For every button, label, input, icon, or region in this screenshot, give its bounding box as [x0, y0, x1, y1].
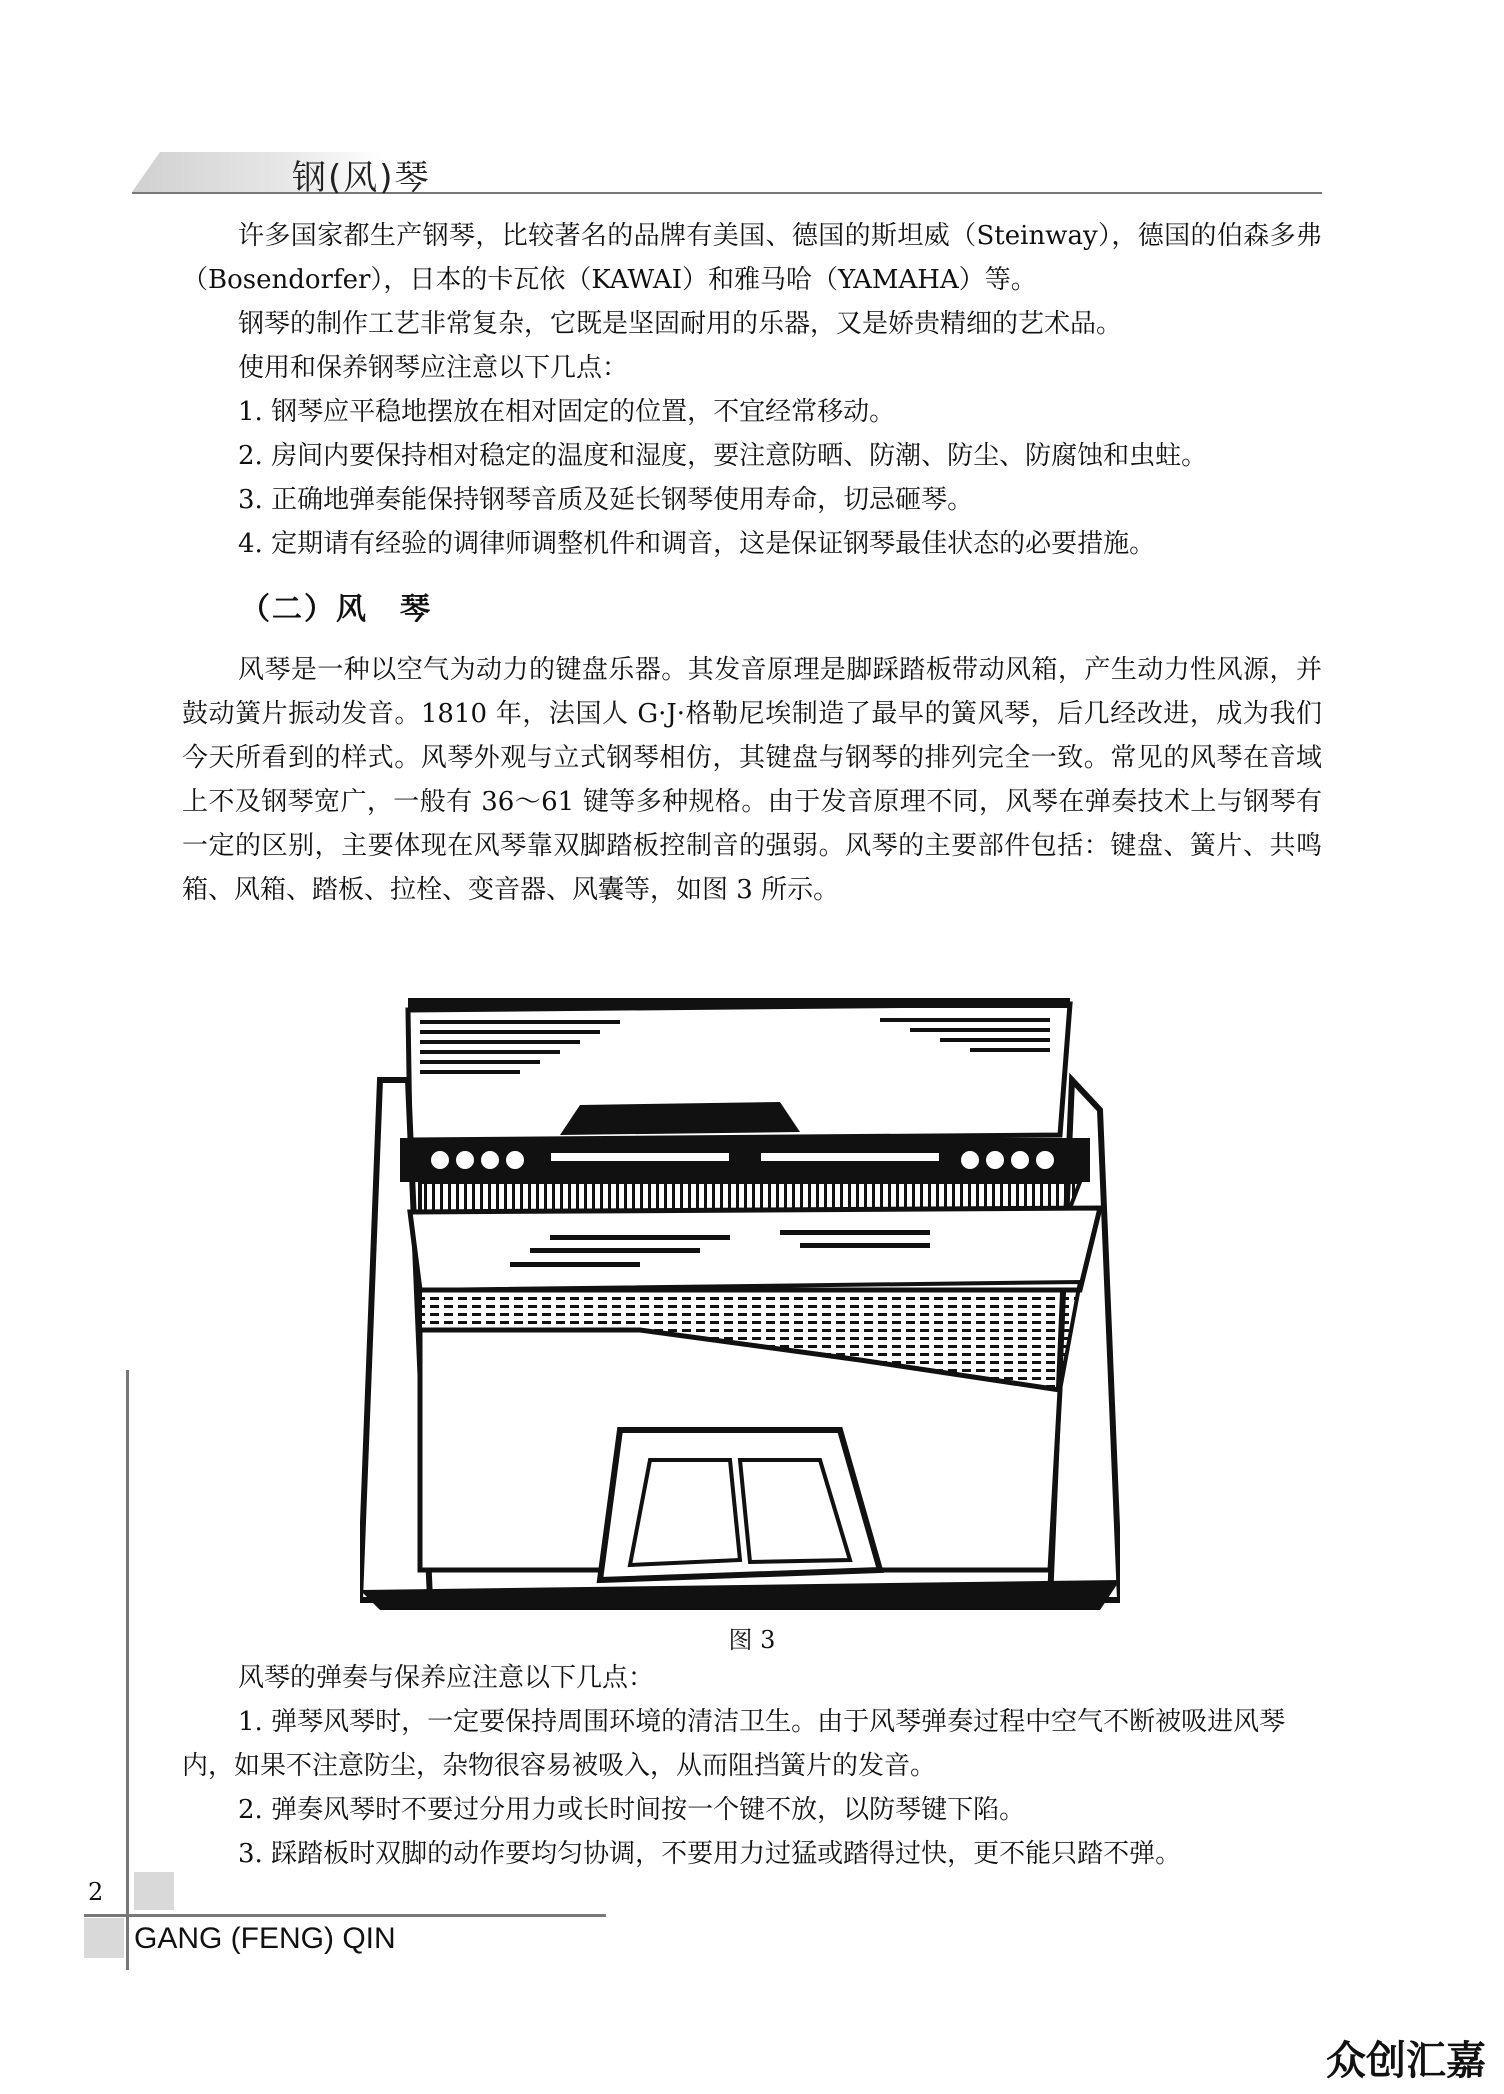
list-item: 1. 钢琴应平稳地摆放在相对固定的位置，不宜经常移动。 [238, 397, 896, 427]
paragraph: 使用和保养钢琴应注意以下几点： [238, 353, 629, 383]
section-text [182, 648, 1322, 912]
list-item: 3. 踩踏板时双脚的动作要均匀协调，不要用力过猛或踏得过快，更不能只踏不弹。 [238, 1839, 1182, 1869]
paragraph: 许多国家都生产钢琴，比较著名的品牌有美国、德国的斯坦威（Steinway），德国的伯森多弗（Bosendorfer），日本的卡瓦依（KAWAI）和雅马哈（YAMAHA）等。 [182, 221, 1322, 295]
intro-text [182, 214, 1322, 566]
watermark-logo: 众创汇嘉 [1326, 2038, 1486, 2084]
footer-running-title: GANG (FENG) QIN [134, 1922, 396, 1955]
footer-decor-box [84, 1918, 124, 1958]
list-item: 2. 弹奏风琴时不要过分用力或长时间按一个键不放，以防琴键下陷。 [238, 1795, 1026, 1825]
list-item: 4. 定期请有经验的调律师调整机件和调音，这是保证钢琴最佳状态的必要措施。 [238, 529, 1156, 559]
footer-decor-box [134, 1872, 174, 1910]
figure-caption: 图 3 [728, 1626, 776, 1654]
running-header-title: 钢(风)琴 [292, 158, 431, 198]
paragraph: 钢琴的制作工艺非常复杂，它既是坚固耐用的乐器，又是娇贵精细的艺术品。 [238, 309, 1123, 339]
footer-horizontal-rule [84, 1914, 606, 1917]
care-text [182, 1656, 1322, 1876]
paragraph: 风琴的弹奏与保养应注意以下几点： [238, 1663, 655, 1693]
paragraph: 风琴是一种以空气为动力的键盘乐器。其发音原理是脚踩踏板带动风箱，产生动力性风源，并鼓动簧片振动发音。1810 年，法国人 G·J·格勒尼埃制造了最早的簧风琴，后几经改进，成为我们今天所看到的样式。风琴外观与立式钢琴相仿，其键盘与钢琴的排列完全一致。常见的风琴在音域上不及钢琴宽广，一般有 36～61 键等多种规格。由于发音原理不同，风琴在弹奏技术上与钢琴有一定的区别，主要体现在风琴靠双脚踏板控制音的强弱。风琴的主要部件包括：键盘、簧片、共鸣箱、风箱、踏板、拉栓、变音器、风囊等，如图 3 所示。 [182, 655, 1322, 905]
list-item: 3. 正确地弹奏能保持钢琴音质及延长钢琴使用寿命，切忌砸琴。 [238, 485, 974, 515]
footer-vertical-rule [126, 1370, 129, 1970]
section-heading: （二）风 琴 [240, 592, 432, 627]
page-number: 2 [88, 1878, 104, 1906]
list-item: 2. 房间内要保持相对稳定的温度和湿度，要注意防晒、防潮、防尘、防腐蚀和虫蛀。 [238, 441, 1208, 471]
list-item: 1. 弹琴风琴时，一定要保持周围环境的清洁卫生。由于风琴弹奏过程中空气不断被吸进风琴内，如果不注意防尘，杂物很容易被吸入，从而阻挡簧片的发音。 [182, 1707, 1286, 1781]
reed-organ-illustration [360, 990, 1120, 1610]
